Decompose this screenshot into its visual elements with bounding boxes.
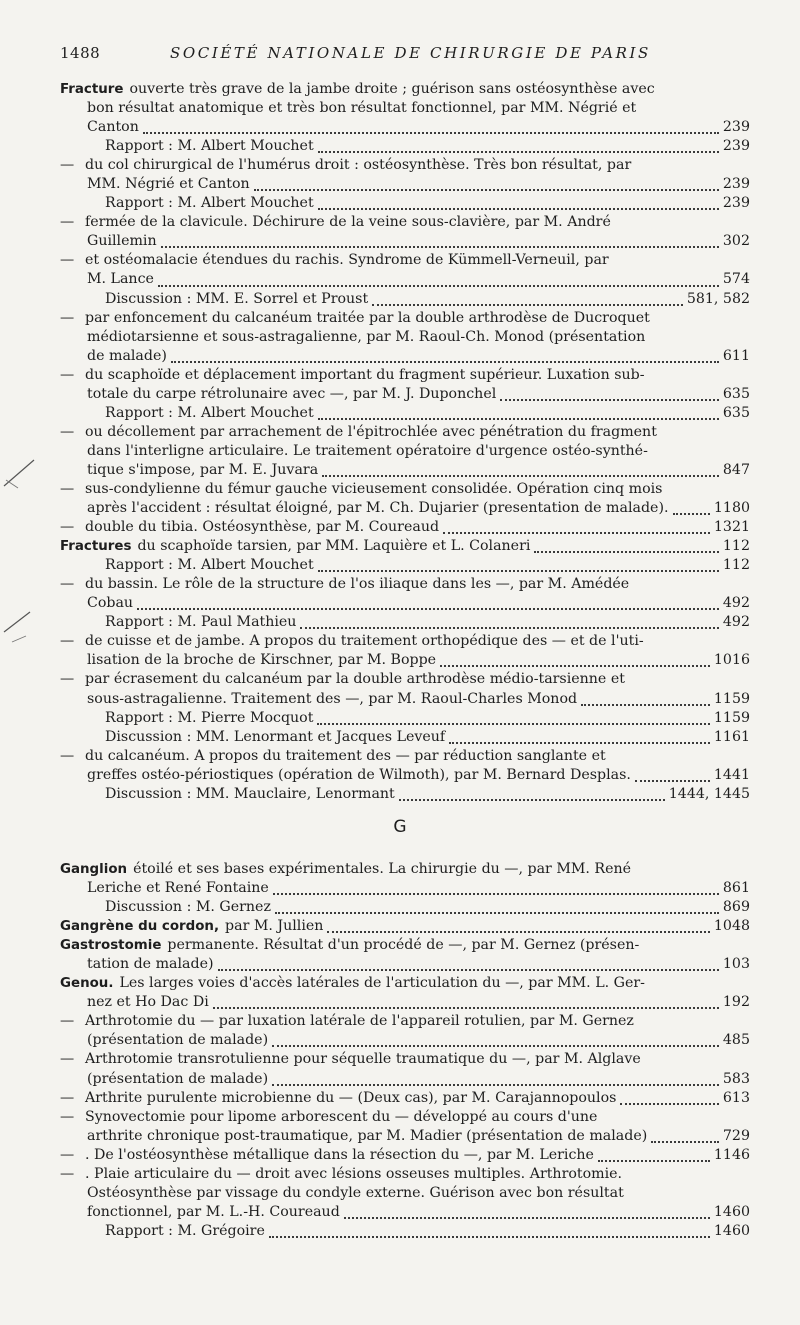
- entry-text: Rapport : M. Paul Mathieu: [105, 614, 297, 631]
- page-reference: 112: [722, 538, 750, 555]
- entry-line: [60, 1184, 750, 1203]
- entry-line: [60, 974, 750, 993]
- repeat-dash: —: [60, 1051, 75, 1068]
- page-reference: 729: [722, 1127, 750, 1144]
- entry-keyword: Ganglion: [60, 862, 128, 877]
- entry-text: de cuisse et de jambe. A propos du traitement orthopédique des — et de l'uti-: [85, 633, 644, 650]
- entry-line: [60, 137, 750, 156]
- entry-line: [60, 537, 750, 556]
- entry-text: . Plaie articulaire du — droit avec lésions osseuses multiples. Arthrotomie.: [85, 1165, 623, 1182]
- entry-line: [60, 917, 750, 936]
- entry-text: Ostéosynthèse par vissage du condyle externe. Guérison avec bon résultat: [87, 1184, 624, 1201]
- entry-keyword: Fractures: [60, 539, 132, 555]
- dot-leader: [673, 512, 710, 515]
- repeat-dash: —: [60, 252, 75, 269]
- repeat-dash: —: [60, 747, 75, 764]
- index-subentry: [60, 556, 750, 575]
- index-entry: [60, 974, 750, 1012]
- index-entry: [60, 670, 750, 708]
- section-letter-g: G: [393, 817, 407, 837]
- index-subentry: [60, 194, 750, 213]
- dot-leader: [534, 550, 719, 553]
- index-entry: [60, 1165, 750, 1222]
- page-reference: 1161: [713, 728, 750, 745]
- entry-line: [60, 632, 750, 651]
- entry-text: . De l'ostéosynthèse métallique dans la résection du —, par M. Leriche: [85, 1146, 594, 1163]
- entry-keyword: Fracture: [60, 82, 124, 97]
- dot-leader: [143, 131, 719, 134]
- entry-text: Arthrotomie du — par luxation latérale de l'appareil rotulien, par M. Gernez: [85, 1013, 634, 1030]
- entry-text: du scaphoïde tarsien, par MM. Laquière et L. Colaneri: [137, 538, 531, 555]
- entry-line: [60, 194, 750, 213]
- entry-text: étoilé et ses bases expérimentales. La chirurgie du —, par MM. René: [133, 861, 632, 877]
- entry-text: MM. Négrié et Canton: [87, 176, 250, 193]
- entry-text: fermée de la clavicule. Déchirure de la veine sous-clavière, par M. André: [85, 214, 611, 231]
- index-entry: [60, 213, 750, 251]
- entry-line: [60, 347, 750, 366]
- entry-text: après l'accident : résultat éloigné, par M. Ch. Dujarier (presentation de malade).: [87, 500, 669, 517]
- entry-line: [60, 1165, 750, 1184]
- entry-text: et ostéomalacie étendues du rachis. Syndrome de Kümmell-Verneuil, par: [85, 252, 609, 269]
- page-reference: 239: [722, 195, 750, 212]
- entry-line: [60, 1012, 750, 1031]
- dot-leader: [620, 1102, 718, 1105]
- dot-leader: [272, 1083, 719, 1086]
- index-subentry: [60, 709, 750, 728]
- dot-leader: [158, 284, 719, 287]
- page-reference: 485: [722, 1032, 750, 1049]
- dot-leader: [273, 892, 719, 895]
- entry-line: [60, 232, 750, 251]
- index-subentry: [60, 404, 750, 423]
- entry-line: [60, 480, 750, 499]
- entry-text: bon résultat anatomique et très bon résultat fonctionnel, par MM. Négrié et: [87, 100, 637, 117]
- index-entry: [60, 917, 750, 936]
- dot-leader: [440, 664, 710, 667]
- entry-line: [60, 1031, 750, 1050]
- page-reference: 192: [722, 994, 750, 1011]
- entry-text: sous-astragalienne. Traitement des —, par M. Raoul-Charles Monod: [87, 690, 578, 707]
- entry-text: Synovectomie pour lipome arborescent du — développé au cours d'une: [85, 1108, 598, 1125]
- entry-line: [60, 1146, 750, 1165]
- index-entry: [60, 1012, 750, 1050]
- dot-leader: [318, 150, 719, 153]
- entry-line: [60, 80, 750, 99]
- repeat-dash: —: [60, 423, 75, 440]
- entry-text: du calcanéum. A propos du traitement des — par réduction sanglante et: [85, 747, 606, 764]
- page-reference: 302: [722, 233, 750, 250]
- entry-line: [60, 290, 750, 309]
- page-reference: 1159: [713, 709, 750, 726]
- index-entry: [60, 1050, 750, 1088]
- repeat-dash: —: [60, 480, 75, 497]
- page-reference: 103: [722, 956, 750, 973]
- index-entry: [60, 537, 750, 556]
- entry-line: [60, 518, 750, 537]
- entry-text: fonctionnel, par M. L.-H. Coureaud: [87, 1203, 340, 1220]
- index-entry: [60, 1108, 750, 1146]
- index-entry: [60, 575, 750, 613]
- entry-text: Les larges voies d'accès latérales de l'articulation du —, par MM. L. Ger-: [119, 975, 645, 992]
- dot-leader: [372, 303, 683, 306]
- repeat-dash: —: [60, 309, 75, 326]
- page-reference: 869: [722, 899, 750, 916]
- index-entry: [60, 366, 750, 404]
- entry-text: Guillemin: [87, 233, 157, 250]
- entry-line: [60, 1089, 750, 1108]
- page-reference: 239: [722, 138, 750, 155]
- entry-line: [60, 118, 750, 137]
- entry-line: [60, 556, 750, 575]
- dot-leader: [318, 569, 719, 572]
- repeat-dash: —: [60, 157, 75, 174]
- entry-text: arthrite chronique post-traumatique, par M. Madier (présentation de malade): [87, 1127, 648, 1144]
- entry-text: Rapport : M. Pierre Mocquot: [105, 709, 314, 726]
- dot-leader: [272, 1044, 719, 1047]
- dot-leader: [598, 1159, 710, 1162]
- entry-line: [60, 936, 750, 955]
- page-header: [60, 44, 750, 64]
- page-reference: 847: [722, 461, 750, 478]
- repeat-dash: —: [60, 633, 75, 650]
- entry-line: [60, 442, 750, 461]
- entry-line: [60, 366, 750, 385]
- repeat-dash: —: [60, 671, 75, 688]
- entry-text: nez et Ho Dac Di: [87, 994, 209, 1011]
- entry-text: dans l'interligne articulaire. Le traitement opératoire d'urgence ostéo-synthé-: [87, 442, 648, 459]
- dot-leader: [635, 779, 710, 782]
- repeat-dash: —: [60, 214, 75, 231]
- index-subentry: [60, 728, 750, 747]
- entry-text: Rapport : M. Albert Mouchet: [105, 404, 314, 421]
- index-entry: [60, 936, 750, 974]
- dot-leader: [254, 188, 719, 191]
- entry-text: Canton: [87, 119, 139, 136]
- page-reference: 635: [722, 404, 750, 421]
- entry-line: [60, 1222, 750, 1241]
- page-reference: 861: [722, 880, 750, 897]
- page-number: 1488: [60, 44, 101, 62]
- dot-leader: [581, 703, 710, 706]
- page-reference: 1321: [713, 519, 750, 536]
- dot-leader: [317, 722, 709, 725]
- page-reference: 239: [722, 119, 750, 136]
- dot-leader: [344, 1216, 710, 1219]
- dot-leader: [269, 1235, 710, 1238]
- repeat-dash: —: [60, 1165, 75, 1182]
- repeat-dash: —: [60, 1013, 75, 1030]
- page-reference: 1441: [713, 766, 750, 783]
- entry-text: Leriche et René Fontaine: [87, 880, 269, 897]
- dot-leader: [275, 911, 719, 914]
- index-subentry: [60, 898, 750, 917]
- entry-line: [60, 385, 750, 404]
- entry-line: [60, 213, 750, 232]
- entry-text: tation de malade): [87, 956, 214, 973]
- entry-line: [60, 670, 750, 689]
- index-entry: [60, 480, 750, 518]
- dot-leader: [500, 398, 719, 401]
- dot-leader: [443, 531, 710, 534]
- page-reference: 492: [722, 595, 750, 612]
- entry-line: [60, 1127, 750, 1146]
- entry-text: médiotarsienne et sous-astragalienne, par M. Raoul-Ch. Monod (présentation: [87, 328, 646, 345]
- dot-leader: [449, 741, 710, 744]
- page-reference: 574: [722, 271, 750, 288]
- entry-line: [60, 423, 750, 442]
- dot-leader: [161, 245, 719, 248]
- page-reference: 239: [722, 176, 750, 193]
- page-reference: 112: [722, 557, 750, 574]
- entry-text: greffes ostéo-périostiques (opération de Wilmoth), par M. Bernard Desplas.: [87, 766, 631, 783]
- entry-text: M. Lance: [87, 271, 154, 288]
- entry-keyword: Gastrostomie: [60, 938, 162, 954]
- page-reference: 1180: [713, 500, 750, 517]
- entry-text: double du tibia. Ostéosynthèse, par M. Coureaud: [85, 519, 440, 536]
- entry-text: Discussion : M. Gernez: [105, 899, 271, 916]
- page-reference: 1016: [713, 652, 750, 669]
- entry-text: (présentation de malade): [87, 1032, 269, 1049]
- repeat-dash: —: [60, 519, 75, 536]
- entry-line: [60, 328, 750, 347]
- index-entry: [60, 251, 750, 289]
- dot-leader: [300, 626, 718, 629]
- entry-line: [60, 251, 750, 270]
- repeat-dash: —: [60, 1108, 75, 1125]
- index-entry: [60, 156, 750, 194]
- entry-line: [60, 879, 750, 898]
- index-entry: [60, 309, 750, 366]
- entry-text: du scaphoïde et déplacement important du fragment supérieur. Luxation sub-: [85, 366, 645, 383]
- entry-text: (présentation de malade): [87, 1070, 269, 1087]
- dot-leader: [322, 474, 719, 477]
- page-reference: 611: [722, 347, 750, 364]
- page-reference: 1444, 1445: [668, 785, 750, 802]
- entry-line: [60, 1203, 750, 1222]
- entry-text: du col chirurgical de l'humérus droit : ostéosynthèse. Très bon résultat, par: [85, 157, 632, 174]
- entry-line: [60, 993, 750, 1012]
- entry-line: [60, 860, 750, 879]
- entry-line: [60, 156, 750, 175]
- dot-leader: [318, 417, 719, 420]
- entry-text: par enfoncement du calcanéum traitée par la double arthrodèse de Ducroquet: [85, 309, 650, 326]
- entry-line: [60, 575, 750, 594]
- entry-line: [60, 175, 750, 194]
- entry-text: de malade): [87, 347, 167, 364]
- index-entry: [60, 423, 750, 480]
- entry-line: [60, 955, 750, 974]
- entry-line: [60, 309, 750, 328]
- entry-line: [60, 709, 750, 728]
- entry-text: Discussion : MM. Mauclaire, Lenormant: [105, 785, 395, 802]
- running-title: SOCIÉTÉ NATIONALE DE CHIRURGIE DE PARIS: [170, 44, 651, 62]
- entry-text: tique s'impose, par M. E. Juvara: [87, 461, 319, 478]
- page-reference: 1048: [713, 918, 750, 935]
- page-reference: 635: [722, 385, 750, 402]
- page-reference: 581, 582: [686, 290, 750, 307]
- index-entry: [60, 860, 750, 898]
- entry-line: [60, 499, 750, 518]
- index-subentry: [60, 1222, 750, 1241]
- entry-text: Rapport : M. Albert Mouchet: [105, 195, 314, 212]
- dot-leader: [213, 1006, 719, 1009]
- entry-line: [60, 728, 750, 747]
- entry-line: [60, 461, 750, 480]
- entry-text: lisation de la broche de Kirschner, par M. Boppe: [87, 652, 437, 669]
- repeat-dash: —: [60, 366, 75, 383]
- entry-line: [60, 270, 750, 289]
- entry-text: ou décollement par arrachement de l'épitrochlée avec pénétration du fragment: [85, 423, 657, 440]
- entry-line: [60, 766, 750, 785]
- index-section-g: [60, 860, 750, 1241]
- entry-line: [60, 651, 750, 670]
- dot-leader: [318, 207, 719, 210]
- repeat-dash: —: [60, 576, 75, 593]
- entry-text: Rapport : M. Grégoire: [105, 1222, 265, 1239]
- entry-text: Arthrite purulente microbienne du — (Deux cas), par M. Carajannopoulos: [85, 1089, 617, 1106]
- entry-text: Cobau: [87, 595, 134, 612]
- dot-leader: [218, 968, 719, 971]
- index-subentry: [60, 137, 750, 156]
- page-reference: 1159: [713, 690, 750, 707]
- index-entry: [60, 1146, 750, 1165]
- entry-line: [60, 785, 750, 804]
- dot-leader: [171, 360, 719, 363]
- entry-line: [60, 690, 750, 709]
- repeat-dash: —: [60, 1146, 75, 1163]
- entry-keyword: Gangrène du cordon,: [60, 919, 220, 935]
- index-subentry: [60, 613, 750, 632]
- entry-line: [60, 747, 750, 766]
- dot-leader: [399, 798, 665, 801]
- entry-text: par écrasement du calcanéum par la double arthrodèse médio-tarsienne et: [85, 671, 625, 688]
- index-subentry: [60, 290, 750, 309]
- index-entry: [60, 747, 750, 785]
- index-section-f: [60, 80, 750, 804]
- entry-text: sus-condylienne du fémur gauche vicieusement consolidée. Opération cinq mois: [85, 480, 663, 497]
- entry-line: [60, 613, 750, 632]
- entry-line: [60, 99, 750, 118]
- dot-leader: [651, 1140, 719, 1143]
- pencil-mark-icon: [0, 438, 60, 498]
- index-entry: [60, 518, 750, 537]
- index-entry: [60, 632, 750, 670]
- entry-line: [60, 404, 750, 423]
- entry-line: [60, 1108, 750, 1127]
- page-reference: 583: [722, 1070, 750, 1087]
- entry-keyword: Genou.: [60, 976, 114, 992]
- entry-text: par M. Jullien: [225, 918, 324, 935]
- entry-text: Rapport : M. Albert Mouchet: [105, 557, 314, 574]
- page-reference: 1460: [713, 1203, 750, 1220]
- pencil-mark-icon: [0, 604, 60, 664]
- entry-line: [60, 1050, 750, 1069]
- entry-text: ouverte très grave de la jambe droite ; guérison sans ostéosynthèse avec: [129, 81, 655, 97]
- page-reference: 1460: [713, 1222, 750, 1239]
- page-reference: 1146: [713, 1146, 750, 1163]
- entry-text: Discussion : MM. E. Sorrel et Proust: [105, 290, 369, 307]
- index-subentry: [60, 785, 750, 804]
- entry-line: [60, 1070, 750, 1089]
- index-entry: [60, 80, 750, 137]
- page-reference: 613: [722, 1089, 750, 1106]
- entry-text: Rapport : M. Albert Mouchet: [105, 138, 314, 155]
- entry-text: Arthrotomie transrotulienne pour séquelle traumatique du —, par M. Alglave: [85, 1051, 641, 1068]
- entry-text: du bassin. Le rôle de la structure de l'os iliaque dans les —, par M. Amédée: [85, 576, 630, 593]
- entry-line: [60, 898, 750, 917]
- entry-line: [60, 594, 750, 613]
- index-entry: [60, 1089, 750, 1108]
- repeat-dash: —: [60, 1089, 75, 1106]
- dot-leader: [137, 607, 719, 610]
- entry-text: Discussion : MM. Lenormant et Jacques Leveuf: [105, 728, 446, 745]
- entry-text: totale du carpe rétrolunaire avec —, par M. J. Duponchel: [87, 385, 497, 402]
- entry-text: permanente. Résultat d'un procédé de —, par M. Gernez (présen-: [167, 937, 640, 954]
- dot-leader: [327, 930, 709, 933]
- page-reference: 492: [722, 614, 750, 631]
